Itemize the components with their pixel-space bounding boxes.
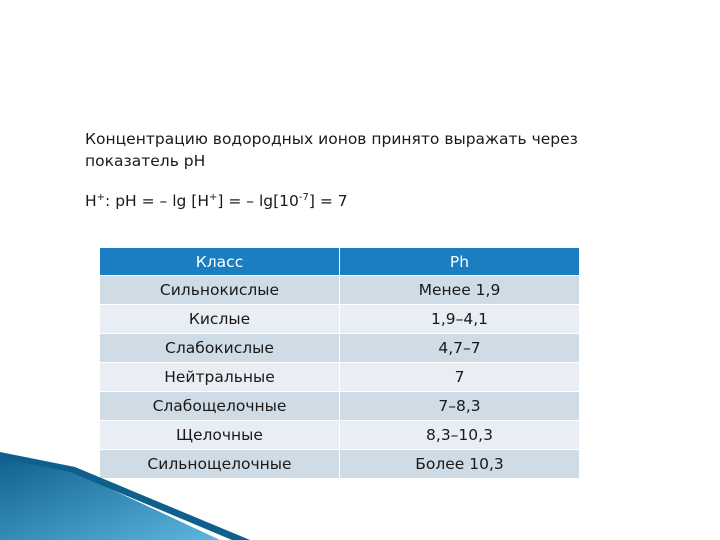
cell-class: Кислые	[100, 305, 340, 334]
cell-class: Слабокислые	[100, 334, 340, 363]
formula-sup-2: +	[208, 192, 218, 203]
formula-part-4: ] = 7	[308, 192, 348, 210]
cell-ph: 7–8,3	[340, 392, 580, 421]
header-class: Класс	[100, 248, 340, 276]
formula-part-3: ] = – lg[10	[217, 192, 299, 210]
cell-class: Сильнокислые	[100, 276, 340, 305]
formula-part-1: H	[85, 192, 97, 210]
cell-class: Сильнощелочные	[100, 450, 340, 479]
cell-ph: 1,9–4,1	[340, 305, 580, 334]
intro-text: Концентрацию водородных ионов принято выражать через показатель pH	[85, 130, 578, 170]
cell-ph: 8,3–10,3	[340, 421, 580, 450]
formula-sup-1: +	[96, 192, 106, 203]
cell-class: Слабощелочные	[100, 392, 340, 421]
cell-class: Щелочные	[100, 421, 340, 450]
header-ph: Ph	[340, 248, 580, 276]
cell-ph: Менее 1,9	[340, 276, 580, 305]
formula-sup-3: -7	[298, 192, 309, 203]
deco-band-main	[0, 455, 220, 540]
cell-class: Нейтральные	[100, 363, 340, 392]
formula-part-2: : pH = – lg [H	[105, 192, 209, 210]
cell-ph: Более 10,3	[340, 450, 580, 479]
cell-ph: 7	[340, 363, 580, 392]
cell-ph: 4,7–7	[340, 334, 580, 363]
